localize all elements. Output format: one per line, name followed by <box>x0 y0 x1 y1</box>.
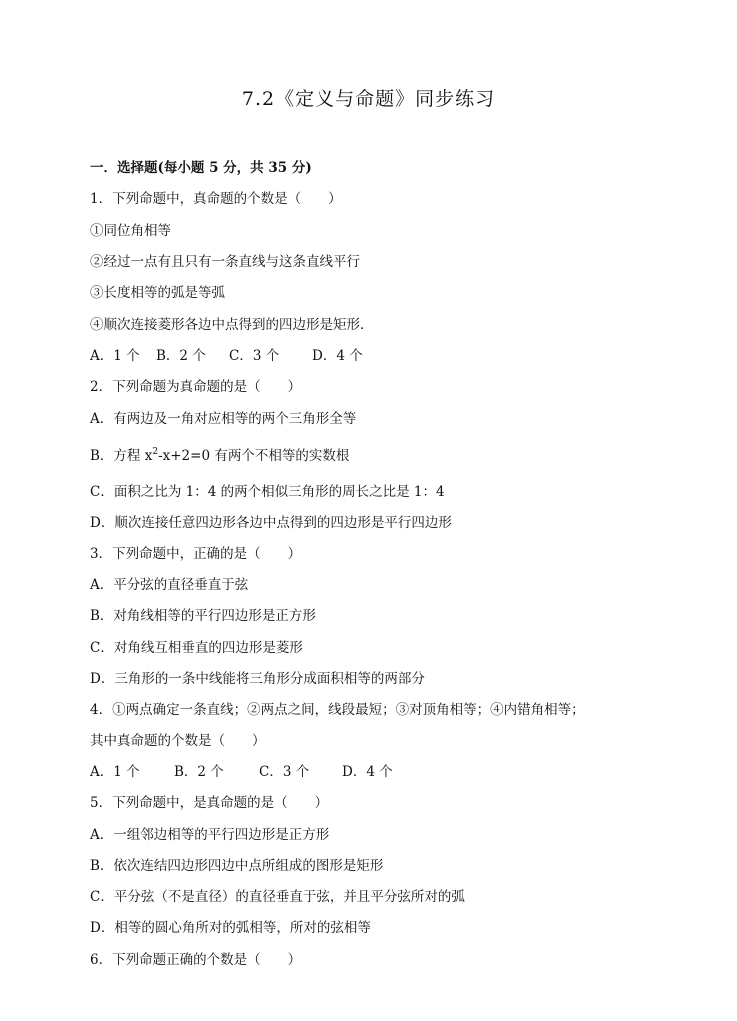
q4-option-a: A．1 个 <box>90 764 140 780</box>
q4-option-c: C．3 个 <box>259 764 310 780</box>
q4-option-d: D．4 个 <box>342 764 393 780</box>
q1-options <box>90 344 363 364</box>
q5-option-b: B．依次连结四边形四边中点所组成的图形是矩形 <box>90 858 384 874</box>
q1-option-a: A．1 个 <box>90 348 140 364</box>
q5-option-d: D．相等的圆心角所对的弧相等，所对的弦相等 <box>90 920 371 936</box>
q2-option-b-text: B．方程 x <box>90 448 153 464</box>
q1-option-c: C．3 个 <box>229 348 280 364</box>
q3-option-d: D．三角形的一条中线能将三角形分成面积相等的两部分 <box>90 671 425 687</box>
q5-option-a: A．一组邻边相等的平行四边形是正方形 <box>90 827 330 843</box>
q2-option-b <box>90 444 349 464</box>
q2-exponent: 2 <box>152 447 159 457</box>
q4-options <box>90 760 393 780</box>
q6-stem: 6．下列命题正确的个数是（ ） <box>90 952 302 968</box>
q1-item-1: ①同位角相等 <box>90 223 171 239</box>
q4-stem: 4．①两点确定一条直线；②两点之间，线段最短；③对顶角相等；④内错角相等； <box>90 702 585 718</box>
q3-option-b: B．对角线相等的平行四边形是正方形 <box>90 608 316 624</box>
q3-option-c: C．对角线互相垂直的四边形是菱形 <box>90 640 303 656</box>
q2-option-b-text-rest: -x+2=0 有两个不相等的实数根 <box>158 448 350 464</box>
q2-option-c: C．面积之比为 1：4 的两个相似三角形的周长之比是 1：4 <box>90 484 445 500</box>
q3-option-a: A．平分弦的直径垂直于弦 <box>90 577 249 593</box>
q3-stem: 3．下列命题中，正确的是（ ） <box>90 546 302 562</box>
q1-stem: 1．下列命题中，真命题的个数是（ ） <box>90 191 342 207</box>
q5-option-c: C．平分弦（不是直径）的直径垂直于弦，并且平分弦所对的弧 <box>90 889 465 905</box>
q5-stem: 5．下列命题中，是真命题的是（ ） <box>90 795 329 811</box>
q1-item-2: ②经过一点有且只有一条直线与这条直线平行 <box>90 254 360 270</box>
q2-option-d: D．顺次连接任意四边形各边中点得到的四边形是平行四边形 <box>90 515 452 531</box>
q2-option-a: A．有两边及一角对应相等的两个三角形全等 <box>90 411 357 427</box>
q1-item-4: ④顺次连接菱形各边中点得到的四边形是矩形． <box>90 317 374 333</box>
q2-stem: 2．下列命题为真命题的是（ ） <box>90 379 302 395</box>
q4-option-b: B．2 个 <box>174 764 224 780</box>
section-heading: 一．选择题(每小题 5 分，共 35 分) <box>90 160 312 176</box>
q1-option-b: B．2 个 <box>156 348 206 364</box>
page-title: 7.2《定义与命题》同步练习 <box>241 88 496 110</box>
q4-stem-2: 其中真命题的个数是（ ） <box>90 733 266 749</box>
q1-option-d: D．4 个 <box>312 348 363 364</box>
q1-item-3: ③长度相等的弧是等弧 <box>90 285 225 301</box>
